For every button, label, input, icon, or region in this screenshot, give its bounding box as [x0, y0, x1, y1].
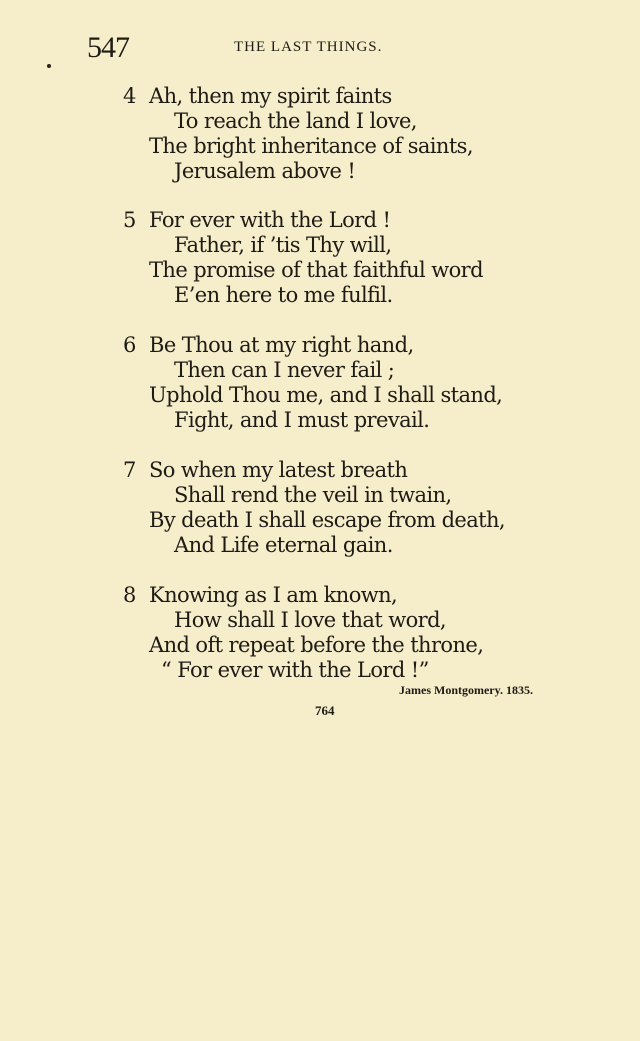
verse-line: And oft repeat before the throne,: [149, 633, 484, 657]
verse-line: Jerusalem above !: [174, 159, 356, 183]
verse-line: Fight, and I must prevail.: [174, 408, 430, 432]
verse-line: To reach the land I love,: [174, 109, 417, 133]
verse-line: The bright inheritance of saints,: [149, 134, 473, 158]
verse-number: 8: [123, 583, 136, 607]
verse-line: And Life eternal gain.: [174, 533, 393, 557]
verse-line: Ah, then my spirit faints: [149, 84, 392, 108]
verse-line: For ever with the Lord !: [149, 208, 391, 232]
verse-line: So when my latest breath: [149, 458, 408, 482]
running-head: THE LAST THINGS.: [234, 39, 383, 55]
verse-line: Knowing as I am known,: [149, 583, 398, 607]
verse-line: Shall rend the veil in twain,: [174, 483, 452, 507]
verse-line: Then can I never fail ;: [174, 358, 395, 382]
ink-dot: [47, 64, 51, 68]
verse-line: The promise of that faithful word: [149, 258, 483, 282]
page-number: 764: [315, 703, 335, 718]
verse-line: Be Thou at my right hand,: [149, 333, 414, 357]
verse-line: By death I shall escape from death,: [149, 508, 506, 532]
verse-line: “ For ever with the Lord !”: [161, 658, 429, 682]
verse-number: 7: [123, 458, 136, 482]
hymn-number: 547: [87, 31, 129, 64]
author-attribution: James Montgomery. 1835.: [399, 683, 533, 697]
verse-number: 4: [123, 84, 136, 108]
verse-number: 5: [123, 208, 136, 232]
verse-line: E’en here to me fulfil.: [174, 283, 393, 307]
verse-number: 6: [123, 333, 136, 357]
verse-line: How shall I love that word,: [174, 608, 447, 632]
verse-line: Uphold Thou me, and I shall stand,: [149, 383, 503, 407]
verse-line: Father, if ’tis Thy will,: [174, 233, 392, 257]
